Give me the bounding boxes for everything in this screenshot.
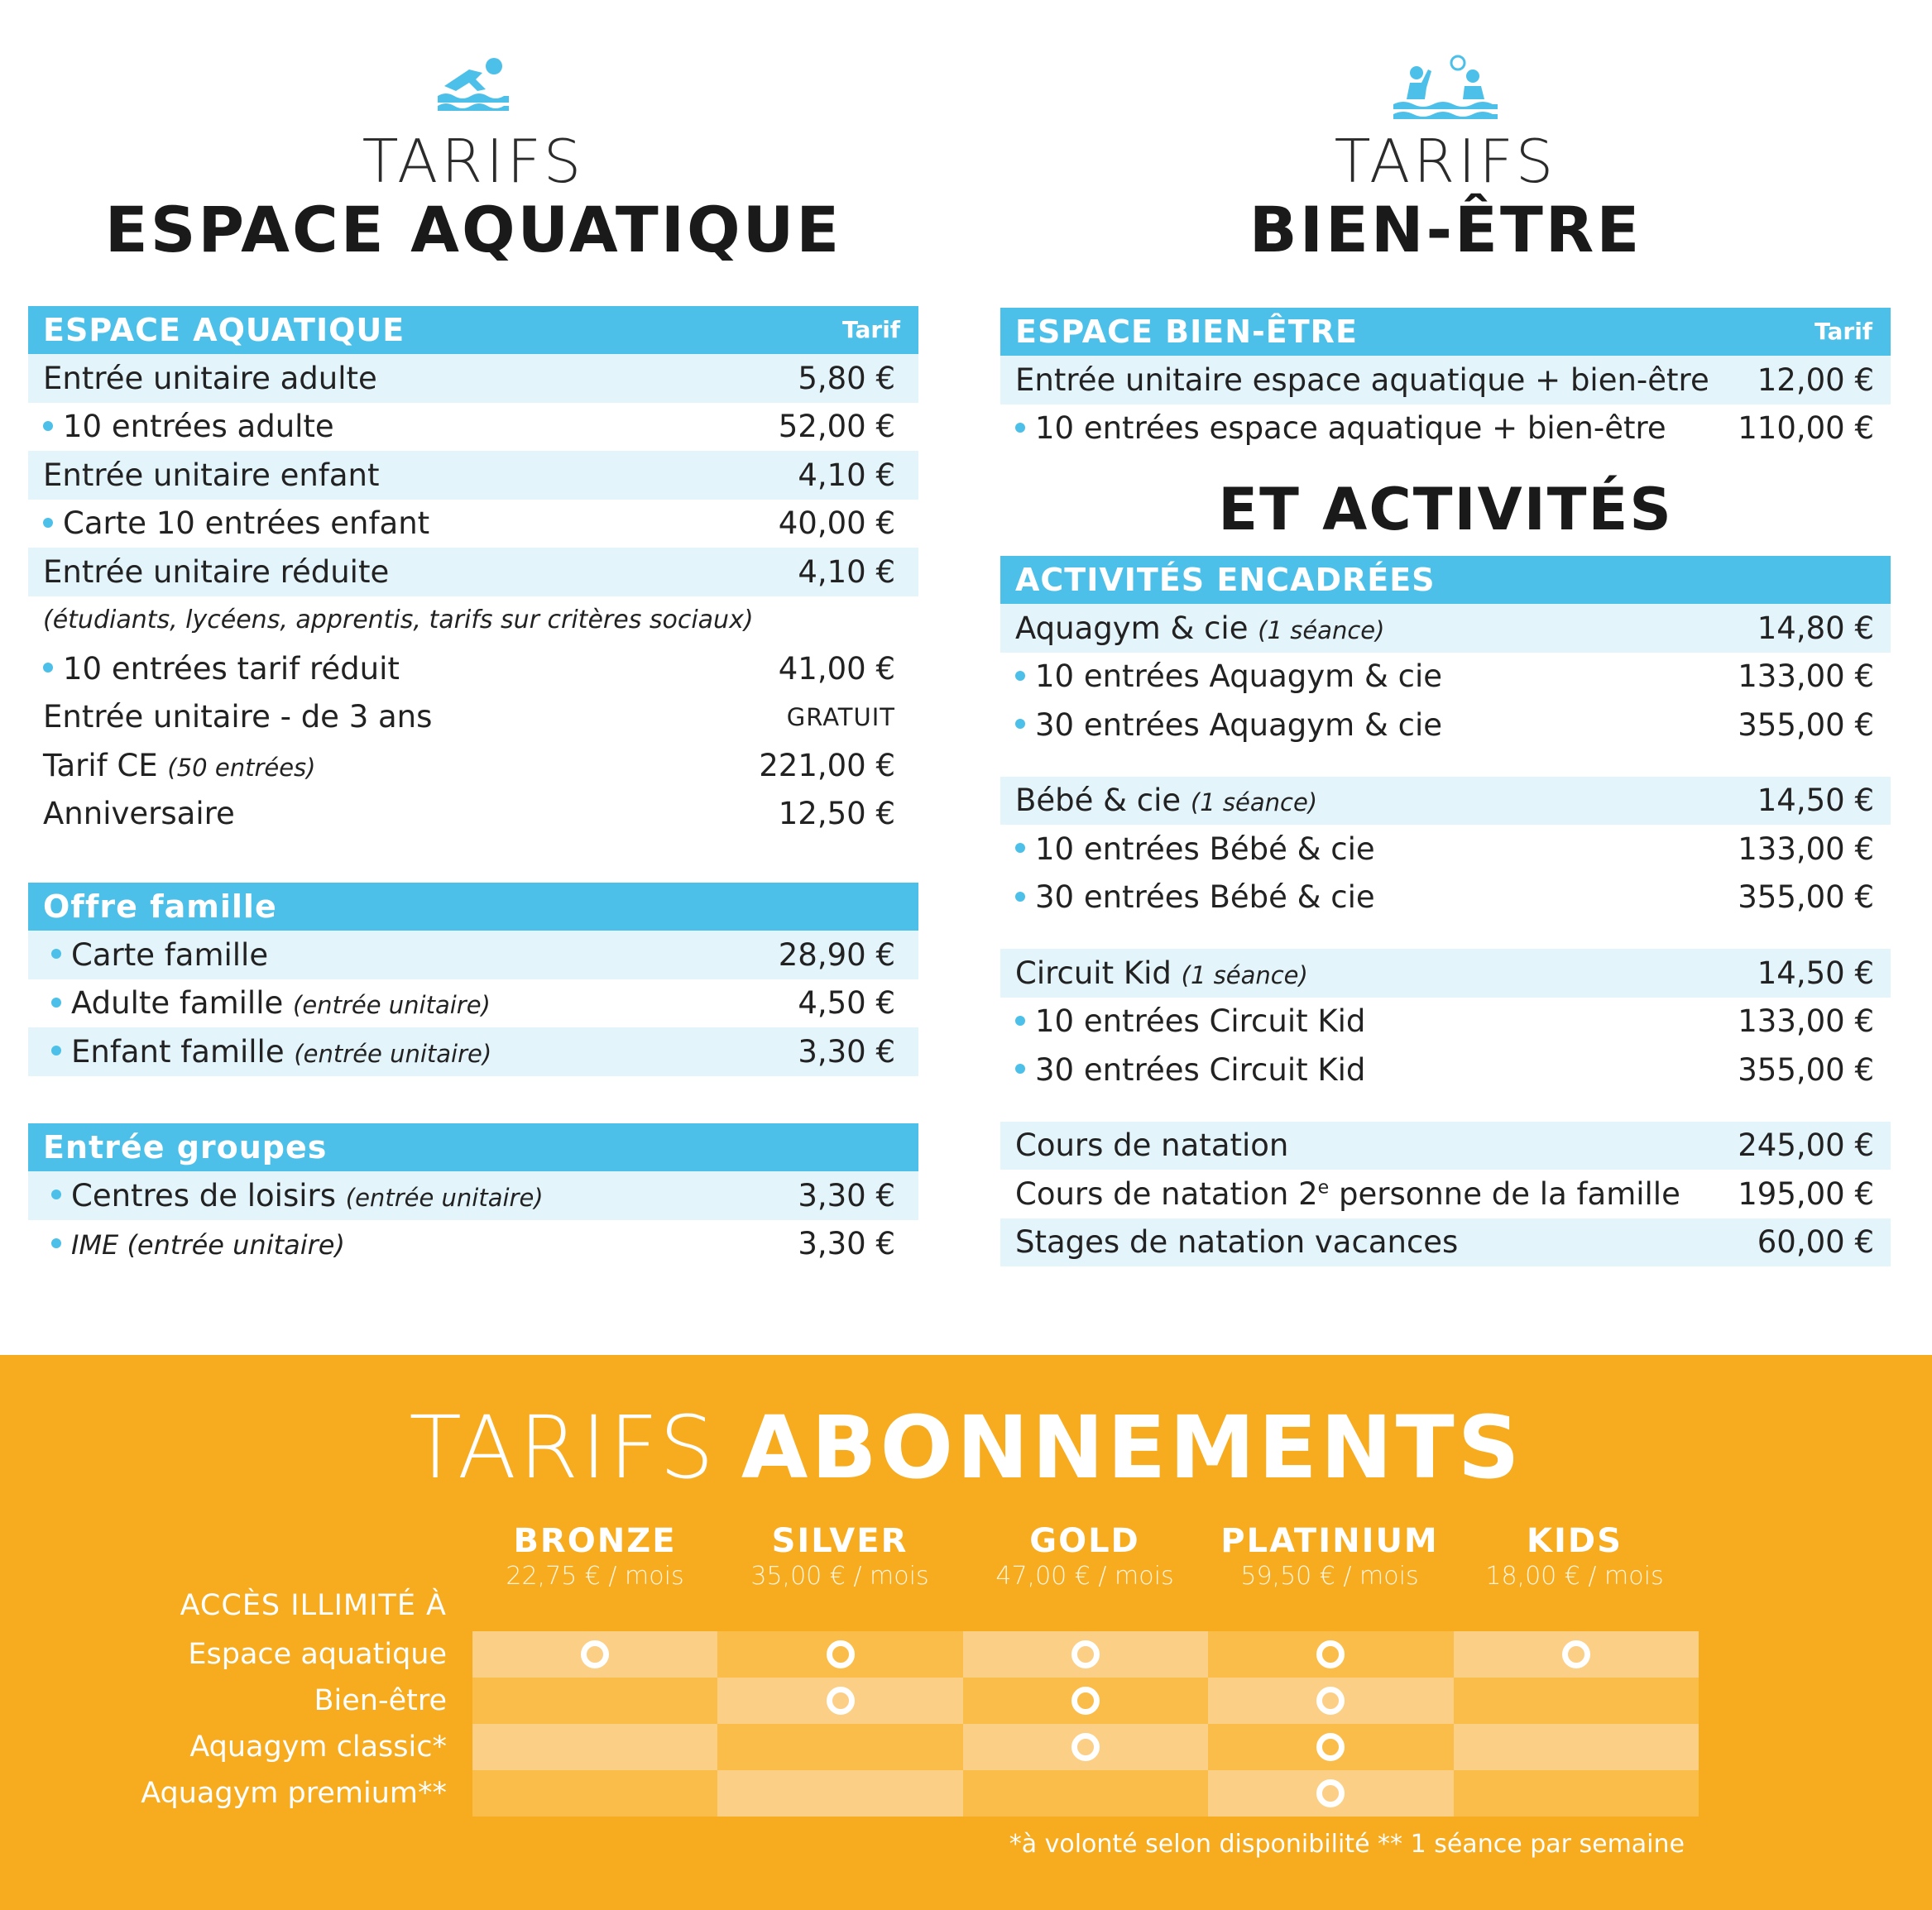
row-value: 40,00 €: [778, 505, 895, 542]
row-label: 30 entrées Bébé & cie: [1035, 879, 1375, 916]
table-row: [28, 693, 918, 742]
bullet-icon: [51, 1046, 61, 1056]
row-label: 10 entrées tarif réduit: [63, 650, 400, 687]
table-header: [28, 883, 918, 931]
row-value: 14,80 €: [1757, 610, 1874, 646]
table-row: [1000, 777, 1891, 826]
row-value: 195,00 €: [1738, 1175, 1874, 1212]
row-label: Centres de loisirs: [71, 1177, 337, 1213]
features-grid: [472, 1631, 1699, 1817]
row-value: 133,00 €: [1738, 1003, 1874, 1040]
row-note: (1 séance): [1258, 615, 1385, 644]
row-value: 245,00 €: [1738, 1127, 1874, 1164]
footnote: *à volonté selon disponibilité ** 1 séance par semaine: [1009, 1830, 1685, 1859]
feature-cell: [717, 1724, 962, 1770]
plan-silver: [717, 1522, 962, 1593]
included-dot-icon: [827, 1640, 855, 1668]
feature-label: Aquagym premium**: [141, 1777, 447, 1810]
row-label: IME (entrée unitaire): [71, 1229, 345, 1261]
table-row: [1000, 1218, 1891, 1267]
plan-name: PLATINIUM: [1220, 1522, 1439, 1560]
feature-cell: [1454, 1631, 1699, 1678]
row-label: Cours de natation: [1015, 1127, 1289, 1164]
row-note: (entrée unitaire): [294, 1039, 492, 1068]
feature-cell: [963, 1724, 1208, 1770]
row-label: Entrée unitaire espace aquatique + bien-être: [1015, 361, 1709, 398]
abonnements-title-bold: ABONNEMENTS: [741, 1397, 1523, 1498]
row-label: Entrée unitaire réduite: [43, 553, 390, 590]
table-row: [1000, 874, 1891, 922]
row-value: 52,00 €: [778, 409, 895, 445]
row-label: 30 entrées Aquagym & cie: [1035, 706, 1442, 743]
bullet-icon: [43, 518, 53, 528]
row-label: Cours de natation 2: [1015, 1175, 1318, 1212]
row-label: 10 entrées Aquagym & cie: [1035, 658, 1442, 695]
table-row: [28, 451, 918, 500]
row-label: Bébé & cie: [1015, 783, 1182, 819]
row-label: Aquagym & cie: [1015, 610, 1249, 646]
activites-encadrees-table: [1000, 556, 1891, 1266]
row-value: 60,00 €: [1757, 1224, 1874, 1261]
water-play-icon: [1000, 55, 1891, 124]
feature-row: [472, 1770, 1699, 1817]
included-dot-icon: [581, 1640, 609, 1668]
row-label: 30 entrées Circuit Kid: [1035, 1051, 1366, 1088]
row-value: GRATUIT: [786, 702, 895, 731]
table-row: [28, 790, 918, 839]
table-row: [1000, 1122, 1891, 1170]
row-label: Entrée unitaire - de 3 ans: [43, 699, 433, 735]
row-label: (étudiants, lycéens, apprentis, tarifs sur critères sociaux): [43, 606, 754, 635]
table-row-note: [28, 596, 918, 645]
table-row: [28, 1171, 918, 1220]
access-title: ACCÈS ILLIMITÉ À: [180, 1589, 447, 1622]
table-row: [28, 644, 918, 693]
espace-bien-etre-table: [1000, 308, 1891, 452]
row-value: 5,80 €: [798, 360, 895, 396]
feature-cell: [1208, 1631, 1453, 1678]
right-heading-thin: TARIFS: [1334, 127, 1557, 196]
plan-bronze: [472, 1522, 717, 1593]
row-label: Stages de natation vacances: [1015, 1224, 1459, 1261]
row-label: Entrée unitaire adulte: [43, 360, 377, 396]
feature-cell: [963, 1770, 1208, 1817]
table-row: [28, 1027, 918, 1076]
feature-label: Espace aquatique: [188, 1638, 447, 1671]
row-label: Anniversaire: [43, 796, 235, 832]
table-title: Offre famille: [43, 888, 277, 925]
feature-row: [472, 1631, 1699, 1678]
row-note: (1 séance): [1181, 960, 1308, 989]
feature-cell: [472, 1631, 717, 1678]
row-label: Circuit Kid: [1015, 955, 1172, 991]
plan-gold: [962, 1522, 1207, 1593]
row-value: 4,10 €: [798, 553, 895, 590]
spacer: [1000, 921, 1891, 949]
row-value: 110,00 €: [1738, 410, 1874, 447]
included-dot-icon: [1562, 1640, 1590, 1668]
feature-row: [472, 1678, 1699, 1724]
bullet-icon: [51, 1238, 61, 1248]
row-label: 10 entrées Circuit Kid: [1035, 1003, 1366, 1040]
feature-label: Bien-être: [314, 1684, 447, 1717]
table-row: [1000, 404, 1891, 453]
table-row: [1000, 604, 1891, 653]
row-value: 4,50 €: [798, 985, 895, 1022]
row-label: 10 entrées Bébé & cie: [1035, 831, 1375, 867]
abonnements-title-thin: TARIFS: [409, 1397, 717, 1498]
row-label: 10 entrées espace aquatique + bien-être: [1035, 410, 1666, 447]
row-value: 355,00 €: [1738, 1051, 1874, 1088]
left-heading-thin: TARIFS: [362, 127, 585, 196]
plan-price: 18,00 € / mois: [1485, 1562, 1664, 1591]
table-row: [1000, 653, 1891, 701]
row-value: 4,10 €: [798, 457, 895, 493]
row-label-sup: e: [1317, 1177, 1330, 1199]
row-note: (entrée unitaire): [345, 1183, 544, 1212]
table-row: [1000, 1046, 1891, 1094]
bullet-icon: [1015, 1016, 1025, 1026]
table-row: [28, 403, 918, 452]
feature-cell: [1208, 1770, 1453, 1817]
included-dot-icon: [1316, 1779, 1345, 1807]
feature-cell: [472, 1724, 717, 1770]
swimmer-icon: [28, 55, 918, 116]
row-label: Adulte famille: [71, 985, 284, 1022]
included-dot-icon: [1316, 1687, 1345, 1715]
table-header: [28, 306, 918, 354]
table-row: [1000, 1170, 1891, 1218]
espace-aquatique-table: [28, 306, 918, 838]
table-row: [28, 354, 918, 403]
feature-cell: [472, 1770, 717, 1817]
row-value: 221,00 €: [759, 747, 895, 783]
et-activites-heading: ET ACTIVITÉS: [1218, 476, 1673, 543]
table-row: [1000, 949, 1891, 998]
plan-price: 59,50 € / mois: [1240, 1562, 1419, 1591]
right-heading-bold: BIEN-ÊTRE: [1249, 193, 1642, 266]
bullet-icon: [1015, 671, 1025, 681]
feature-cell: [717, 1678, 962, 1724]
table-row: [28, 979, 918, 1028]
feature-cell: [1454, 1678, 1699, 1724]
spacer: [1000, 749, 1891, 777]
table-title: ESPACE BIEN-ÊTRE: [1015, 314, 1358, 350]
table-row: [28, 548, 918, 596]
plan-name: KIDS: [1527, 1522, 1623, 1560]
row-value: 133,00 €: [1738, 658, 1874, 695]
table-row: [1000, 356, 1891, 404]
spacer: [1000, 1094, 1891, 1122]
feature-cell: [1454, 1770, 1699, 1817]
feature-cell: [1454, 1724, 1699, 1770]
entree-groupes-table: [28, 1123, 918, 1268]
feature-cell: [963, 1631, 1208, 1678]
bullet-icon: [43, 421, 53, 431]
feature-cell: [963, 1678, 1208, 1724]
feature-cell: [717, 1770, 962, 1817]
row-value: 28,90 €: [778, 936, 895, 973]
table-row: [1000, 701, 1891, 749]
row-label: Entrée unitaire enfant: [43, 457, 380, 493]
table-row: [28, 1220, 918, 1269]
abonnements-title: [0, 1397, 1932, 1498]
table-header: [1000, 556, 1891, 604]
row-note: (entrée unitaire): [293, 991, 491, 1020]
table-col-label: Tarif: [1815, 318, 1872, 345]
table-title: ESPACE AQUATIQUE: [43, 312, 405, 348]
row-value: 14,50 €: [1757, 783, 1874, 819]
feature-cell: [1208, 1724, 1453, 1770]
table-row: [28, 741, 918, 790]
bullet-icon: [51, 1190, 61, 1199]
feature-cell: [472, 1678, 717, 1724]
table-col-label: Tarif: [842, 316, 900, 343]
table-header: [1000, 308, 1891, 356]
bullet-icon: [1015, 719, 1025, 729]
row-value: 133,00 €: [1738, 831, 1874, 867]
included-dot-icon: [1071, 1687, 1100, 1715]
table-title: Entrée groupes: [43, 1129, 328, 1166]
plan-name: SILVER: [771, 1522, 908, 1560]
included-dot-icon: [827, 1687, 855, 1715]
included-dot-icon: [1316, 1733, 1345, 1761]
row-value: 12,00 €: [1757, 361, 1874, 398]
included-dot-icon: [1316, 1640, 1345, 1668]
bullet-icon: [1015, 423, 1025, 433]
plan-price: 35,00 € / mois: [750, 1562, 929, 1591]
bullet-icon: [51, 949, 61, 959]
row-label: Tarif CE: [43, 747, 158, 783]
row-value: 355,00 €: [1738, 706, 1874, 743]
row-note: (1 séance): [1190, 788, 1318, 817]
table-row: [28, 931, 918, 979]
plan-price: 47,00 € / mois: [995, 1562, 1174, 1591]
table-header: [28, 1123, 918, 1171]
bullet-icon: [1015, 892, 1025, 902]
row-note: (50 entrées): [167, 753, 316, 782]
row-label: Carte 10 entrées enfant: [63, 505, 430, 542]
offre-famille-table: [28, 883, 918, 1076]
plan-name: GOLD: [1029, 1522, 1140, 1560]
table-row: [1000, 825, 1891, 874]
plan-kids: [1452, 1522, 1697, 1593]
row-value: 3,30 €: [798, 1177, 895, 1213]
included-dot-icon: [1071, 1733, 1100, 1761]
table-row: [28, 500, 918, 548]
row-value: 14,50 €: [1757, 955, 1874, 991]
table-title: ACTIVITÉS ENCADRÉES: [1015, 562, 1436, 598]
feature-cell: [1208, 1678, 1453, 1724]
row-label-after: personne de la famille: [1329, 1175, 1680, 1212]
bullet-icon: [51, 998, 61, 1008]
left-heading-bold: ESPACE AQUATIQUE: [104, 193, 842, 266]
feature-label: Aquagym classic*: [189, 1730, 447, 1764]
row-value: 355,00 €: [1738, 879, 1874, 916]
row-value: 12,50 €: [778, 796, 895, 832]
feature-cell: [717, 1631, 962, 1678]
row-label: 10 entrées adulte: [63, 409, 334, 445]
plan-price: 22,75 € / mois: [506, 1562, 684, 1591]
feature-row: [472, 1724, 1699, 1770]
bullet-icon: [1015, 1064, 1025, 1074]
included-dot-icon: [1071, 1640, 1100, 1668]
plan-platinium: [1207, 1522, 1452, 1593]
row-label: Carte famille: [71, 936, 269, 973]
bullet-icon: [43, 663, 53, 673]
row-value: 41,00 €: [778, 650, 895, 687]
bullet-icon: [1015, 843, 1025, 853]
row-label: Enfant famille: [71, 1033, 285, 1070]
plan-name: BRONZE: [513, 1522, 677, 1560]
row-value: 3,30 €: [798, 1033, 895, 1070]
row-value: 3,30 €: [798, 1226, 895, 1262]
table-row: [1000, 998, 1891, 1046]
